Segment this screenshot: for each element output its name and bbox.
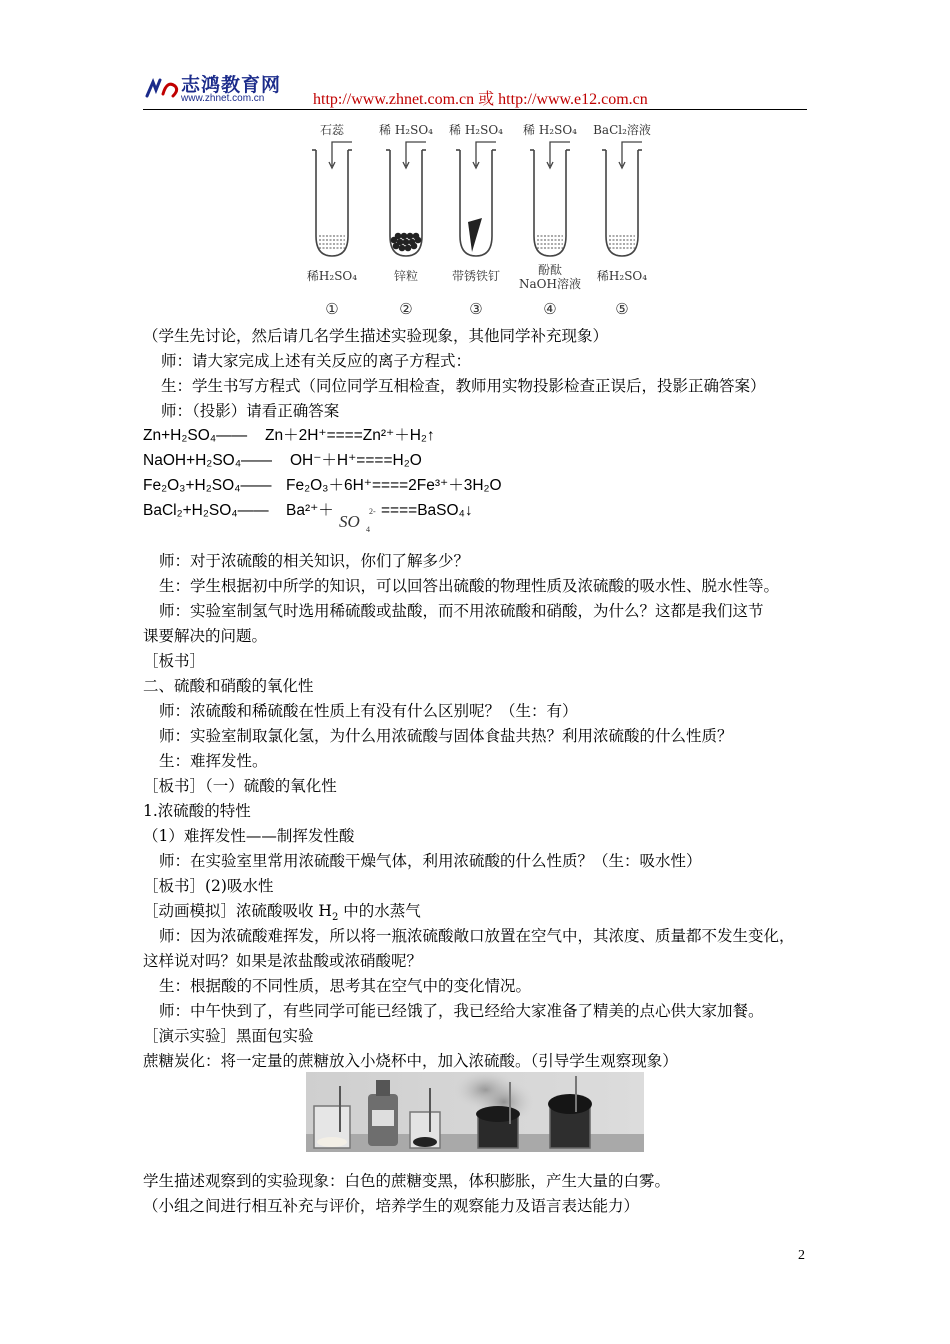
- equation-4-left: BaCl₂+H₂SO₄——: [143, 502, 269, 519]
- zinc-granule: [403, 239, 410, 246]
- tube-bottom-label: 稀H₂SO₄: [306, 269, 358, 283]
- tube-top-label: BaCl₂溶液: [593, 123, 651, 137]
- text-line: 生：学生书写方程式（同位同学互相检查，教师用实物投影检查正误后，投影正确答案）: [161, 377, 766, 395]
- text-line: （1）难挥发性——制挥发性酸: [143, 827, 355, 845]
- equation-1: [143, 426, 435, 446]
- logo-url: www.zhnet.com.cn: [181, 93, 265, 104]
- equation-1-left: Zn+H₂SO₄——: [143, 427, 248, 444]
- zinc-granule: [399, 245, 406, 252]
- sulfate-ion-charge: 2-: [369, 507, 376, 516]
- tube-number: ④: [543, 300, 557, 318]
- text-line: （小组之间进行相互补充与评价，培养学生的观察能力及语言表达能力）: [143, 1197, 640, 1215]
- text-line: 蔗糖炭化：将一定量的蔗糖放入小烧杯中，加入浓硫酸。（引导学生观察现象）: [143, 1052, 678, 1070]
- zinc-granule: [401, 233, 408, 240]
- text-line: 生：根据酸的不同性质，思考其在空气中的变化情况。: [159, 977, 532, 995]
- header-links: [313, 86, 648, 109]
- header-rule: [143, 109, 807, 110]
- sulfate-ion: [339, 507, 376, 534]
- zinc-granule: [405, 245, 412, 252]
- tube-bottom-label: 锌粒: [393, 269, 419, 283]
- board-note: ［板书］(2)吸水性: [143, 877, 274, 895]
- equation-4: [143, 501, 473, 521]
- equation-3-left: Fe₂O₃+H₂SO₄——: [143, 477, 272, 494]
- sulfate-ion-subscript: 4: [366, 525, 370, 534]
- equation-3: [143, 476, 502, 496]
- zinc-granule: [395, 233, 402, 240]
- equation-1-right: Zn＋2H⁺====Zn²⁺＋H₂↑: [265, 427, 435, 444]
- text-line: 师：（投影）请看正确答案: [161, 402, 340, 420]
- test-tube-3: [449, 122, 503, 318]
- board-note: ［板书］（一）硫酸的氧化性: [143, 777, 337, 795]
- zinc-granule: [407, 233, 414, 240]
- logo-mark-icon: [145, 76, 181, 100]
- site-logo[interactable]: [143, 70, 313, 108]
- tube-number: ⑤: [615, 300, 629, 318]
- tube-number: ②: [399, 300, 413, 318]
- tube-top-label: 石蕊: [319, 123, 345, 137]
- sugar-carbonization-photo: [306, 1072, 644, 1152]
- tube-top-label: 稀 H₂SO₄: [379, 123, 433, 137]
- nail-icon: [468, 218, 482, 252]
- board-note: ［板书］: [143, 652, 206, 670]
- text-line: 师：因为浓硫酸难挥发，所以将一瓶浓硫酸敞口放置在空气中，其浓度、质量都不发生变化，: [159, 927, 795, 945]
- subsection-heading: 1.浓硫酸的特性: [143, 802, 251, 820]
- text-line: 师：请大家完成上述有关反应的离子方程式：: [161, 352, 472, 370]
- text-line: （学生先讨论，然后请几名学生描述实验现象，其他同学补充现象）: [143, 327, 609, 345]
- tube-top-label: 稀 H₂SO₄: [523, 123, 577, 137]
- tube-top-label: 稀 H₂SO₄: [449, 123, 503, 137]
- text-line: 师：中午快到了，有些同学可能已经饿了，我已经给大家准备了精美的点心供大家加餐。: [159, 1002, 764, 1020]
- header-link-separator: 或: [474, 91, 499, 108]
- equation-2: [143, 451, 422, 471]
- equation-4-right-b: ====BaSO₄↓: [381, 502, 473, 519]
- page-header: [143, 70, 807, 110]
- equation-2-left: NaOH+H₂SO₄——: [143, 452, 273, 469]
- text-line: 师：对于浓硫酸的相关知识，你们了解多少？: [159, 552, 470, 570]
- tube-bottom-label: 酚酞: [537, 263, 563, 277]
- text-line: 师：在实验室里常用浓硫酸干燥气体，利用浓硫酸的什么性质？（生：吸水性）: [159, 852, 702, 870]
- text-line: 学生描述观察到的实验现象：白色的蔗糖变黑，体积膨胀，产生大量的白雾。: [143, 1172, 671, 1190]
- text-line: 生：难挥发性。: [159, 752, 268, 770]
- zinc-granule: [413, 233, 420, 240]
- tube-number: ③: [469, 300, 483, 318]
- tube-number: ①: [325, 300, 339, 318]
- text-line: 课要解决的问题。: [143, 627, 268, 645]
- page-number: 2: [798, 1248, 805, 1263]
- test-tube-5: [593, 122, 651, 318]
- header-link-zhnet[interactable]: http://www.zhnet.com.cn: [313, 91, 475, 108]
- test-tube-1: [307, 122, 357, 318]
- tube-bottom-label-2: NaOH溶液: [519, 277, 581, 291]
- section-heading: 二、硫酸和硝酸的氧化性: [143, 677, 314, 695]
- demo-note: ［演示实验］黑面包实验: [143, 1027, 314, 1045]
- sulfate-ion-symbol: SO: [339, 512, 360, 531]
- tube-bottom-label: 稀H₂SO₄: [596, 269, 648, 283]
- equation-4-right-a: Ba²⁺＋: [286, 502, 334, 519]
- text-line: 生：学生根据初中所学的知识，可以回答出硫酸的物理性质及浓硫酸的吸水性、脱水性等。: [159, 577, 780, 595]
- header-link-e12[interactable]: http://www.e12.com.cn: [498, 91, 648, 108]
- text-line: 这样说对吗？如果是浓盐酸或浓硝酸呢？: [143, 952, 423, 970]
- text-line: 师：实验室制取氯化氢，为什么用浓硫酸与固体食盐共热？利用浓硫酸的什么性质？: [159, 727, 733, 745]
- test-tube-2: [379, 122, 433, 318]
- logo-text: 志鸿教育网: [181, 74, 282, 96]
- text-line: 师：浓硫酸和稀硫酸在性质上有没有什么区别呢？（生：有）: [159, 702, 578, 720]
- equation-3-right: Fe₂O₃＋6H⁺====2Fe³⁺＋3H₂O: [286, 477, 502, 494]
- tube-bottom-label: 带锈铁钉: [451, 269, 501, 283]
- test-tube-4: [519, 122, 581, 318]
- test-tubes-figure: [295, 118, 665, 323]
- animation-note: ［动画模拟］浓硫酸吸收 $H_2$ 中的水蒸气: [143, 902, 421, 924]
- zinc-granule: [409, 239, 416, 246]
- zinc-granule: [397, 239, 404, 246]
- equation-2-right: OH⁻＋H⁺====H₂O: [290, 452, 422, 469]
- text-line: 师：实验室制氢气时选用稀硫酸或盐酸，而不用浓硫酸和硝酸，为什么？这都是我们这节: [159, 602, 764, 620]
